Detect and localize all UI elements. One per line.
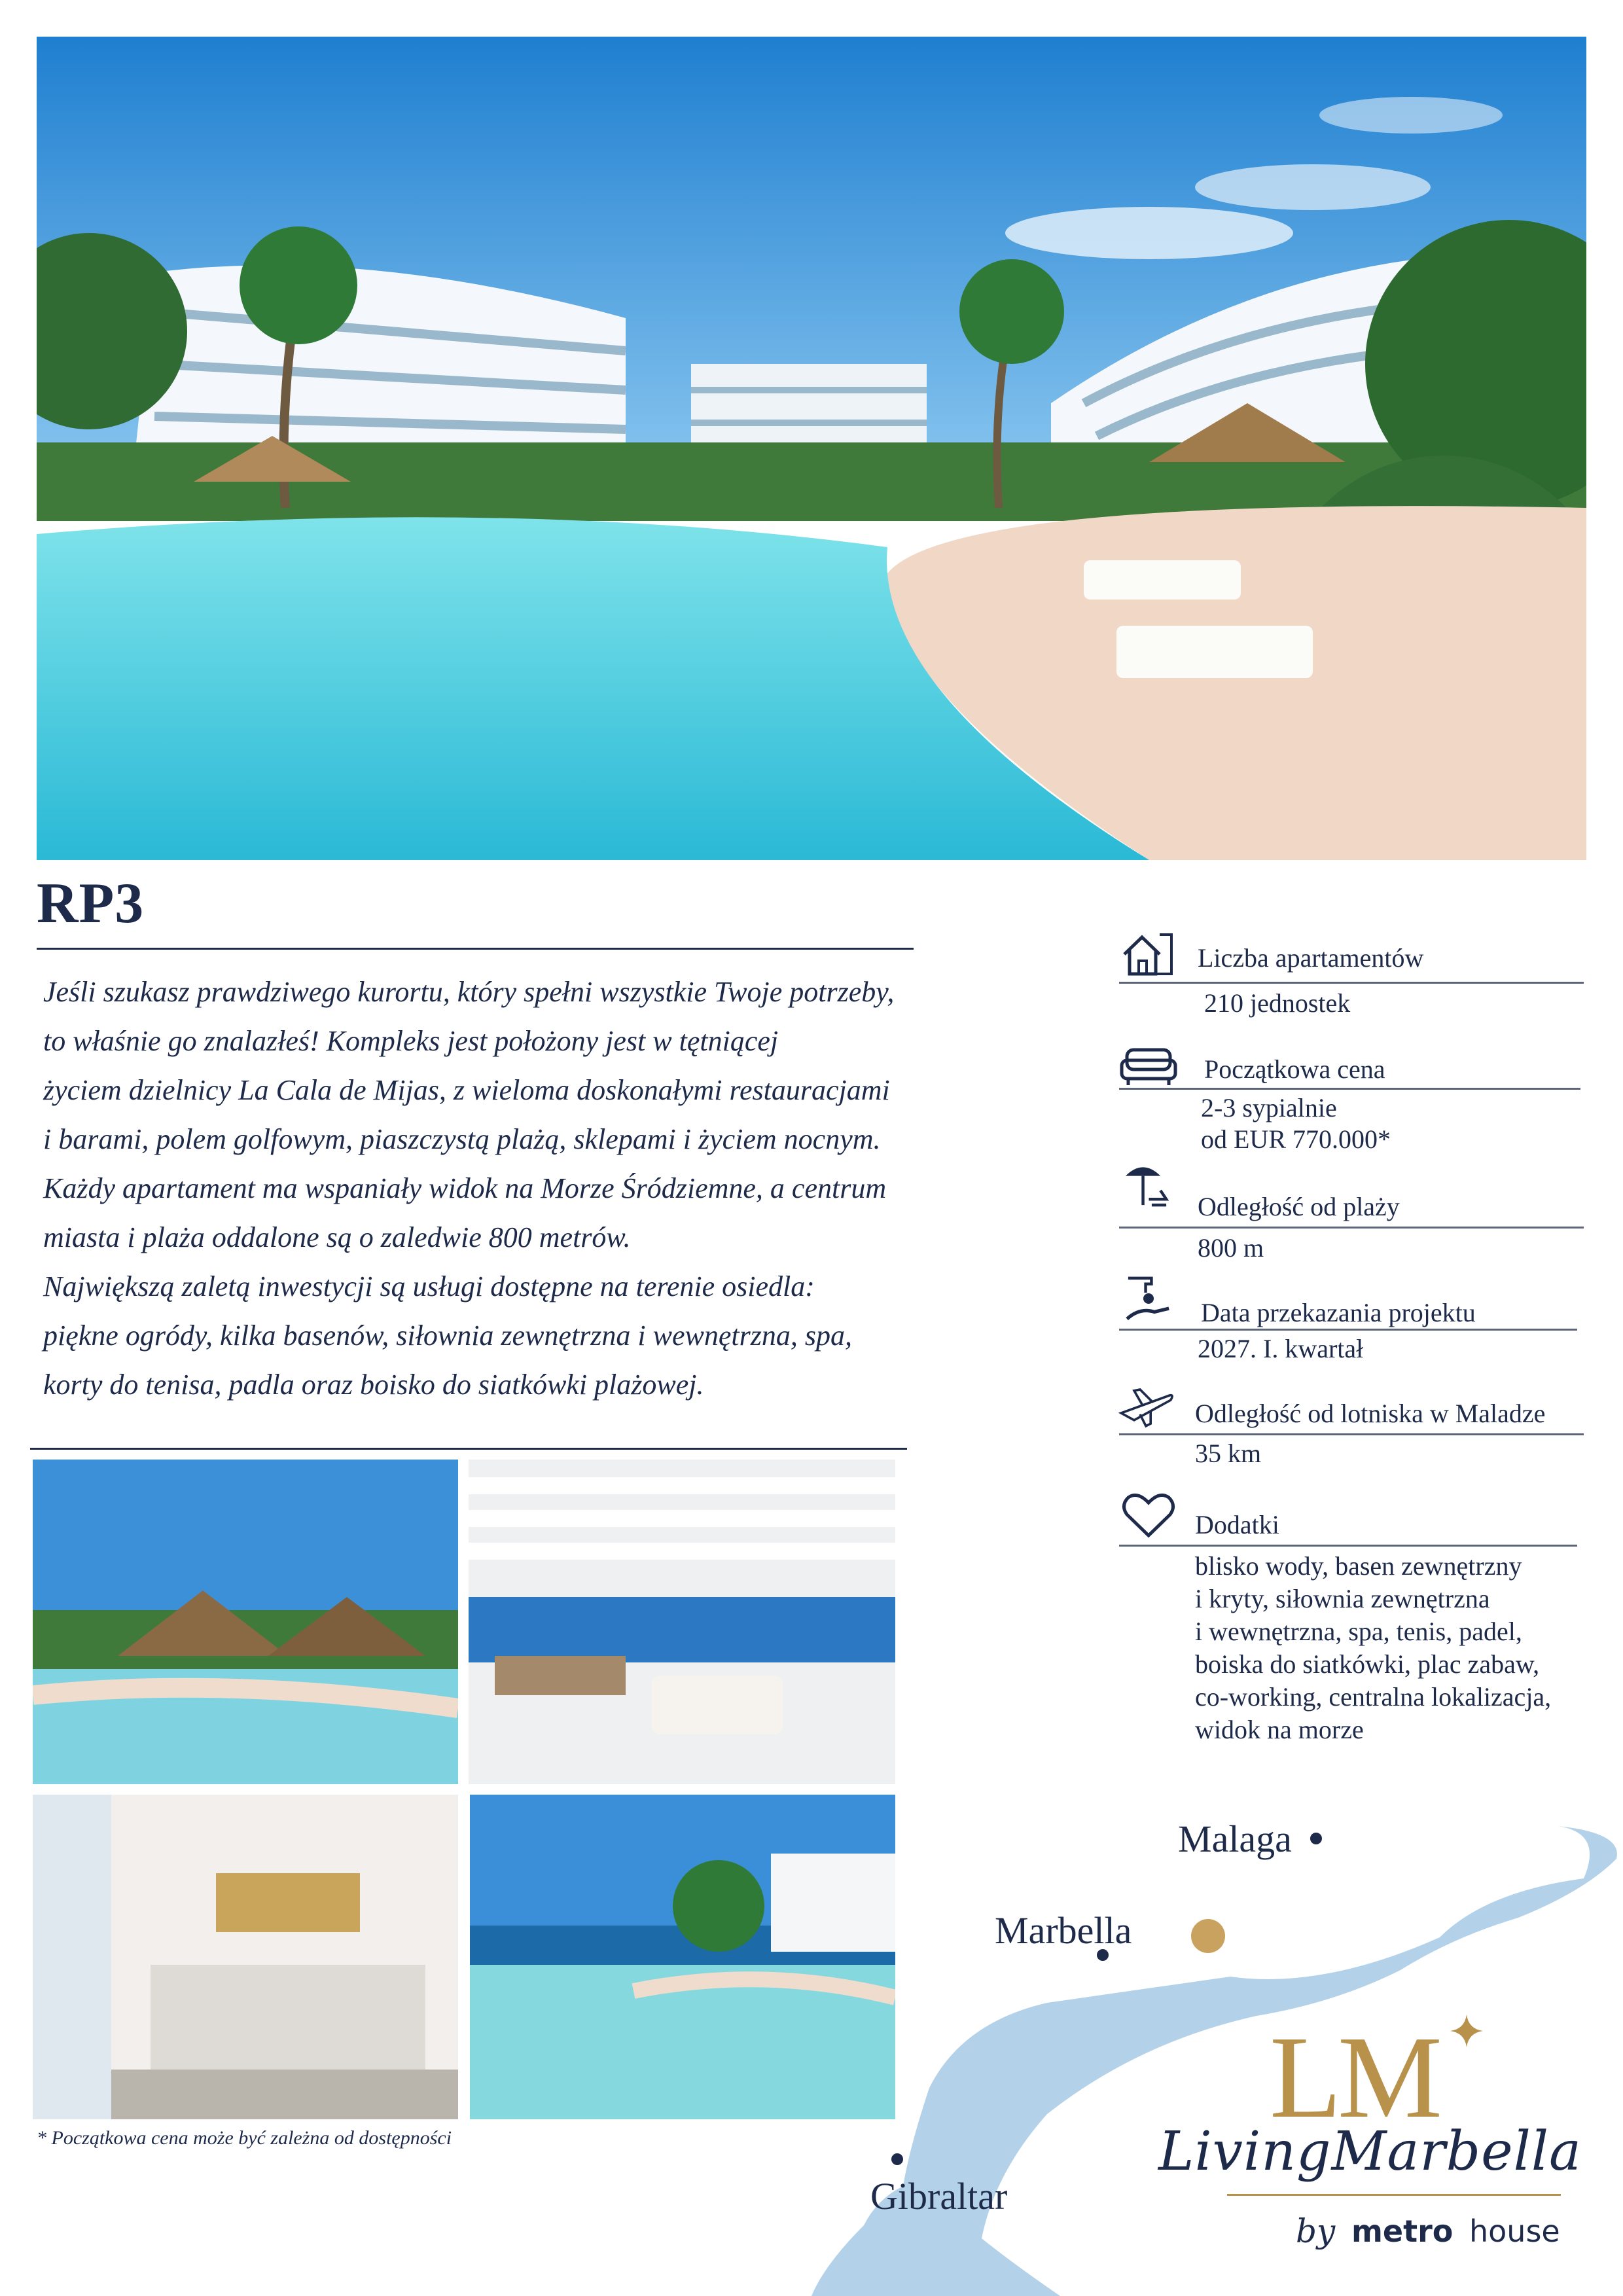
- spec-label-airport: Odległość od lotniska w Maladze: [1195, 1399, 1546, 1428]
- spec-value-extras: co-working, centralna lokalizacja,: [1195, 1682, 1552, 1712]
- description-line: i barami, polem golfowym, piaszczystą plażą, sklepami i życiem nocnym.: [43, 1123, 881, 1155]
- spec-value-extras: widok na morze: [1195, 1715, 1364, 1744]
- spec-value-airport: 35 km: [1195, 1439, 1262, 1468]
- spec-label-beach: Odległość od plaży: [1198, 1192, 1400, 1221]
- city-label-malaga: Malaga: [1178, 1818, 1292, 1860]
- logo-brand-house: house: [1469, 2214, 1560, 2249]
- spec-divider: [1119, 1433, 1584, 1435]
- description-line: Jeśli szukasz prawdziwego kurortu, który spełni wszystkie Twoje potrzeby,: [43, 976, 895, 1008]
- spec-value-price: od EUR 770.000*: [1201, 1124, 1391, 1154]
- description-divider: [30, 1448, 907, 1450]
- key-handover-icon: [1119, 1272, 1178, 1325]
- spec-label-extras: Dodatki: [1195, 1510, 1279, 1539]
- gibraltar-dot: [891, 2153, 903, 2165]
- spec-value-bedrooms: 2-3 sypialnie: [1201, 1093, 1337, 1122]
- thumb-resort-pool: [33, 1460, 458, 1784]
- project-description: [43, 967, 1090, 1409]
- description-line: życiem dzielnicy La Cala de Mijas, z wieloma doskonałymi restauracjami: [43, 1074, 890, 1106]
- description-line: piękne ogródy, kilka basenów, siłownia zewnętrzna i wewnętrzna, spa,: [43, 1319, 852, 1352]
- spec-divider: [1119, 1227, 1584, 1229]
- spec-divider: [1119, 1545, 1577, 1547]
- logo-brand-metro: metro: [1351, 2214, 1454, 2249]
- spec-divider: [1119, 1329, 1577, 1331]
- spec-label-apartments: Liczba apartamentów: [1198, 943, 1424, 973]
- thumb-terrace: [469, 1460, 895, 1784]
- hero-photo: [37, 37, 1586, 860]
- airplane-icon: [1116, 1381, 1175, 1433]
- spec-value-handover: 2027. I. kwartał: [1198, 1334, 1364, 1363]
- spec-value-extras: blisko wody, basen zewnętrzny: [1195, 1551, 1522, 1581]
- logo-script: LivingMarbella: [1158, 2121, 1582, 2183]
- project-title: RP3: [37, 872, 145, 935]
- project-location-marker: [1191, 1919, 1225, 1953]
- spec-value-beach: 800 m: [1198, 1233, 1264, 1263]
- thumb-bedroom: [33, 1795, 458, 2119]
- logo-divider: [1227, 2194, 1561, 2196]
- title-divider: [37, 948, 914, 950]
- logo-monogram: LM: [1270, 2012, 1438, 2142]
- price-footnote: * Początkowa cena może być zależna od dostępności: [37, 2127, 452, 2149]
- spec-value-extras: i kryty, siłownia zewnętrzna: [1195, 1584, 1490, 1613]
- sofa-icon: [1119, 1041, 1178, 1093]
- logo-by: by: [1296, 2212, 1336, 2250]
- city-label-gibraltar: Gibraltar: [870, 2175, 1008, 2217]
- description-line: to właśnie go znalazłeś! Kompleks jest położony jest w tętniącej: [43, 1025, 779, 1057]
- sparkle-icon: [1450, 2015, 1483, 2047]
- description-line: Największą zaletą inwestycji są usługi dostępne na terenie osiedla:: [43, 1270, 815, 1302]
- spec-value-extras: i wewnętrzna, spa, tenis, padel,: [1195, 1617, 1522, 1646]
- spec-label-handover: Data przekazania projektu: [1201, 1298, 1476, 1327]
- spec-divider: [1119, 1088, 1580, 1090]
- description-line: korty do tenisa, padla oraz boisko do siatkówki plażowej.: [43, 1369, 704, 1401]
- spec-value-apartments: 210 jednostek: [1204, 988, 1351, 1018]
- heart-icon: [1119, 1490, 1178, 1542]
- spec-divider: [1119, 982, 1584, 984]
- beach-umbrella-icon: [1116, 1158, 1175, 1211]
- description-line: Każdy apartament ma wspaniały widok na Morze Śródziemne, a centrum: [43, 1172, 887, 1204]
- spec-label-price: Początkowa cena: [1204, 1054, 1385, 1084]
- spec-value-extras: boiska do siatkówki, plac zabaw,: [1195, 1649, 1540, 1679]
- description-line: miasta i plaża oddalone są o zaledwie 800 metrów.: [43, 1221, 631, 1253]
- house-icon: [1119, 928, 1178, 980]
- city-label-marbella: Marbella: [995, 1909, 1132, 1952]
- malaga-dot: [1310, 1833, 1322, 1844]
